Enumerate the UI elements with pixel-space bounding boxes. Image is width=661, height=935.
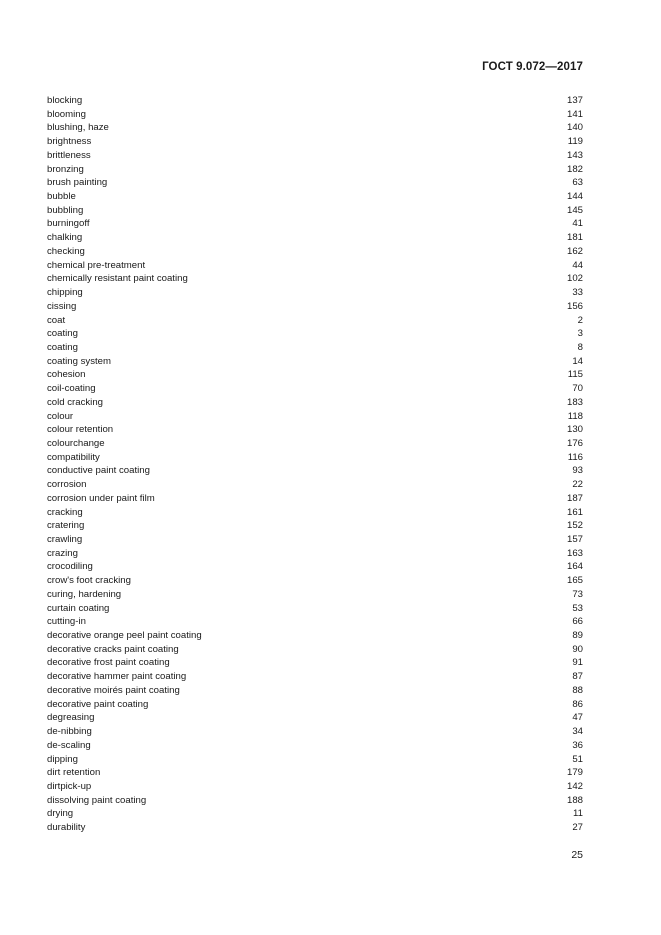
index-entry xyxy=(47,204,583,218)
index-term: cracking xyxy=(47,506,83,518)
index-number: 187 xyxy=(566,492,583,504)
index-term: burningoff xyxy=(47,218,90,230)
index-term: cohesion xyxy=(47,369,86,381)
index-number: 34 xyxy=(572,726,583,738)
index-entry xyxy=(47,368,583,382)
index-number: 89 xyxy=(572,630,583,642)
index-term: dirtpick-up xyxy=(47,780,92,792)
index-entry xyxy=(47,259,583,273)
index-term: decorative orange peel paint coating xyxy=(47,630,202,642)
index-number: 152 xyxy=(566,520,583,532)
index-entry xyxy=(47,780,583,794)
index-number: 181 xyxy=(566,232,583,244)
index-number: 182 xyxy=(566,163,583,175)
index-number: 115 xyxy=(567,369,583,381)
index-entry xyxy=(47,94,583,108)
index-entry xyxy=(47,163,583,177)
index-term: coating xyxy=(47,341,78,353)
index-number: 143 xyxy=(566,149,583,161)
index-term: coating system xyxy=(47,355,111,367)
index-entry xyxy=(47,108,583,122)
index-number: 66 xyxy=(572,616,583,628)
index-number: 164 xyxy=(566,561,583,573)
index-term: coating xyxy=(47,328,78,340)
index-entry xyxy=(47,382,583,396)
index-number: 163 xyxy=(566,547,583,559)
index-entry xyxy=(47,478,583,492)
index-term: corrosion under paint film xyxy=(47,492,155,504)
index-number: 140 xyxy=(566,122,583,134)
index-entry xyxy=(47,794,583,808)
index-term: crow's foot cracking xyxy=(47,575,131,587)
index-number: 141 xyxy=(566,108,583,120)
index-term: chalking xyxy=(47,232,83,244)
index-entry xyxy=(47,656,583,670)
index-term: drying xyxy=(47,808,74,820)
index-number: 2 xyxy=(577,314,583,326)
index-entry xyxy=(47,451,583,465)
index-entry xyxy=(47,766,583,780)
index-term: corrosion xyxy=(47,479,87,491)
index-entry xyxy=(47,725,583,739)
index-entry xyxy=(47,629,583,643)
index-number: 73 xyxy=(572,588,583,600)
index-number: 87 xyxy=(572,671,583,683)
index-entry xyxy=(47,464,583,478)
index-term: brush painting xyxy=(47,177,108,189)
index-number: 102 xyxy=(566,273,583,285)
index-number: 161 xyxy=(566,506,583,518)
index-entry xyxy=(47,670,583,684)
index-entry xyxy=(47,753,583,767)
index-number: 137 xyxy=(566,95,583,106)
index-number: 14 xyxy=(572,355,583,367)
index-number: 27 xyxy=(572,822,583,834)
index-entry xyxy=(47,698,583,712)
index-entry xyxy=(47,506,583,520)
index-term: compatibility xyxy=(47,451,100,463)
index-number: 176 xyxy=(566,437,583,449)
index-term: cratering xyxy=(47,520,85,532)
index-number: 156 xyxy=(566,300,583,312)
index-term: bubble xyxy=(47,191,76,203)
index-entry xyxy=(47,423,583,437)
index-number: 118 xyxy=(567,410,583,422)
index-entry xyxy=(47,245,583,259)
index-number: 22 xyxy=(572,479,583,491)
index-term: crawling xyxy=(47,534,83,545)
index-entry xyxy=(47,410,583,424)
index-entry xyxy=(47,615,583,629)
index-number: 188 xyxy=(566,794,583,806)
index-number: 91 xyxy=(572,657,583,669)
index-number: 33 xyxy=(572,287,583,299)
index-term: curing, hardening xyxy=(47,588,122,600)
index-entry xyxy=(47,492,583,506)
index-entry xyxy=(47,574,583,588)
index-entry xyxy=(47,519,583,533)
index-number: 183 xyxy=(566,396,583,408)
index-entry xyxy=(47,314,583,328)
index-entry xyxy=(47,135,583,149)
index-term: coil-coating xyxy=(47,383,96,395)
index-number: 36 xyxy=(572,739,583,751)
index-number: 88 xyxy=(572,684,583,696)
index-term: conductive paint coating xyxy=(47,465,150,477)
index-term: brightness xyxy=(47,136,92,148)
index-term: decorative paint coating xyxy=(47,698,149,710)
index-entry xyxy=(47,327,583,341)
index-entry xyxy=(47,355,583,369)
index-number: 116 xyxy=(567,451,583,463)
index-term: dirt retention xyxy=(47,767,101,779)
index-number: 179 xyxy=(566,767,583,779)
index-entry xyxy=(47,217,583,231)
index-term: colourchange xyxy=(47,437,105,449)
index-entry xyxy=(47,231,583,245)
index-number: 130 xyxy=(566,424,583,436)
index-entry xyxy=(47,341,583,355)
index-entry xyxy=(47,121,583,135)
index-term: bubbling xyxy=(47,204,84,216)
index-term: durability xyxy=(47,822,86,834)
index-term: colour xyxy=(47,410,74,422)
index-entry xyxy=(47,602,583,616)
index-number: 11 xyxy=(573,808,583,820)
index-entry xyxy=(47,560,583,574)
index-term: blushing, haze xyxy=(47,122,109,134)
index-entry xyxy=(47,286,583,300)
index-entry xyxy=(47,547,583,561)
index-entry xyxy=(47,711,583,725)
index-term: decorative hammer paint coating xyxy=(47,671,187,683)
index-term: brittleness xyxy=(47,149,91,161)
index-number: 90 xyxy=(572,643,583,655)
index-term: degreasing xyxy=(47,712,95,724)
index-term: cold cracking xyxy=(47,396,103,408)
index-entry xyxy=(47,588,583,602)
index-term: decorative frost paint coating xyxy=(47,657,170,669)
index-entry xyxy=(47,643,583,657)
index-number: 145 xyxy=(566,204,583,216)
index-term: de-scaling xyxy=(47,739,91,751)
index-number: 70 xyxy=(572,383,583,395)
index-entry xyxy=(47,807,583,821)
index-term: decorative cracks paint coating xyxy=(47,643,179,655)
index-number: 63 xyxy=(572,177,583,189)
index-number: 93 xyxy=(572,465,583,477)
index-entry xyxy=(47,149,583,163)
index-term: dissolving paint coating xyxy=(47,794,147,806)
index-term: coat xyxy=(47,314,66,326)
index-term: decorative moirés paint coating xyxy=(47,684,180,696)
document-header: ГОСТ 9.072—2017 xyxy=(482,61,583,73)
index-term: colour retention xyxy=(47,424,114,436)
index-number: 47 xyxy=(572,712,583,724)
index-number: 8 xyxy=(577,341,583,353)
index-number: 3 xyxy=(577,328,583,340)
index-term: chemical pre-treatment xyxy=(47,259,146,271)
index-number: 53 xyxy=(572,602,583,614)
index-entry xyxy=(47,300,583,314)
index-term: checking xyxy=(47,245,85,257)
index-entry xyxy=(47,176,583,190)
index-entry xyxy=(47,821,583,835)
index-term: cissing xyxy=(47,300,77,312)
index-number: 142 xyxy=(566,780,583,792)
term-index-list xyxy=(47,94,583,835)
index-number: 41 xyxy=(572,218,583,230)
index-number: 86 xyxy=(572,698,583,710)
index-term: cutting-in xyxy=(47,616,86,628)
index-entry xyxy=(47,272,583,286)
index-term: de-nibbing xyxy=(47,726,92,738)
index-term: curtain coating xyxy=(47,602,110,614)
index-term: bronzing xyxy=(47,163,84,175)
index-term: chipping xyxy=(47,287,83,299)
index-entry xyxy=(47,396,583,410)
index-number: 119 xyxy=(567,136,583,148)
index-term: blooming xyxy=(47,108,86,120)
index-number: 44 xyxy=(572,259,583,271)
index-number: 51 xyxy=(572,753,583,765)
index-entry xyxy=(47,739,583,753)
index-entry xyxy=(47,190,583,204)
index-term: crocodiling xyxy=(47,561,93,573)
index-term: chemically resistant paint coating xyxy=(47,273,188,285)
index-number: 165 xyxy=(566,575,583,587)
index-number: 162 xyxy=(566,245,583,257)
index-number: 144 xyxy=(566,191,583,203)
index-term: blocking xyxy=(47,95,83,106)
index-entry xyxy=(47,533,583,547)
index-entry xyxy=(47,437,583,451)
index-term: crazing xyxy=(47,547,78,559)
index-entry xyxy=(47,684,583,698)
index-number: 157 xyxy=(566,534,583,545)
page-number: 25 xyxy=(571,849,583,861)
index-term: dipping xyxy=(47,753,78,765)
